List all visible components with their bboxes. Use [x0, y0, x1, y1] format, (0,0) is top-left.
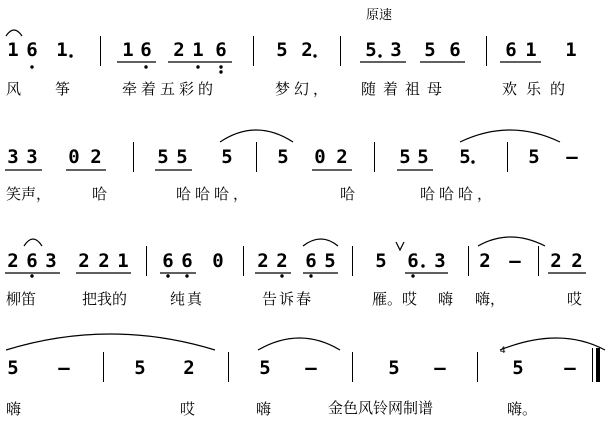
lyric: 纯真: [170, 290, 205, 308]
note: 2: [90, 146, 102, 168]
note: 5: [276, 39, 288, 61]
lyric: 笑声，: [6, 185, 52, 203]
lyric: 把我的: [82, 290, 128, 308]
lyric: 风: [6, 80, 22, 98]
note: 0: [68, 146, 80, 168]
note: 3: [7, 146, 19, 168]
note: 5: [134, 357, 146, 379]
note: 2: [301, 39, 313, 61]
note: 0: [314, 146, 326, 168]
note: –: [564, 357, 576, 379]
lyric: 欢乐的: [502, 80, 575, 98]
note: 2: [276, 250, 288, 272]
note: 2: [78, 250, 90, 272]
lyric: 告诉春: [262, 290, 314, 308]
lyric: 柳笛: [6, 290, 37, 308]
note: 0: [212, 250, 224, 272]
lyric: 嗨，: [475, 290, 506, 308]
note: –: [58, 357, 70, 379]
note: 2: [183, 357, 195, 379]
note: –: [566, 146, 578, 168]
lyric: 嗨: [256, 400, 272, 418]
note: 5: [259, 357, 271, 379]
note: 3: [26, 146, 38, 168]
note: 1: [565, 39, 577, 61]
note: 5: [512, 357, 524, 379]
note: 6: [407, 250, 419, 272]
lyric: 梦幻，: [275, 80, 333, 98]
lyric: 哈: [340, 185, 356, 203]
note: 1: [56, 39, 68, 61]
note: 5: [7, 357, 19, 379]
credit-text: 金色风铃网制谱: [328, 399, 434, 417]
note: 1: [7, 39, 19, 61]
note: 6: [181, 250, 193, 272]
note: 1: [192, 39, 204, 61]
note: 5: [365, 39, 377, 61]
note: 6: [26, 250, 38, 272]
time-signature-number: 4: [500, 346, 506, 356]
note: 5: [176, 146, 188, 168]
note: 6: [26, 39, 38, 61]
note: 5: [459, 146, 471, 168]
note: 3: [390, 39, 402, 61]
note: 2: [257, 250, 269, 272]
note: 1: [525, 39, 537, 61]
note: 5: [528, 146, 540, 168]
note: 6: [449, 39, 461, 61]
note: –: [305, 357, 317, 379]
note: 2: [479, 250, 491, 272]
note: 2: [571, 250, 583, 272]
lyric: 哎: [180, 400, 196, 418]
lyric: 嗨: [6, 400, 22, 418]
lyric: 筝: [55, 80, 71, 98]
note: 5: [221, 146, 233, 168]
lyric: 牵着五彩的: [122, 80, 218, 98]
note: 1: [122, 39, 134, 61]
note: 5: [417, 146, 429, 168]
note: 5: [324, 250, 336, 272]
note: 6: [162, 250, 174, 272]
lyric: 哎: [567, 290, 583, 308]
lyric: 嗨。: [507, 400, 538, 418]
lyric: 随着祖母: [361, 80, 450, 98]
note: 5: [157, 146, 169, 168]
lyric: 雁。哎: [372, 290, 418, 308]
note: 5: [399, 146, 411, 168]
note: 2: [7, 250, 19, 272]
note: 2: [336, 146, 348, 168]
lyric: 哈哈哈，: [420, 185, 497, 203]
note: 5: [277, 146, 289, 168]
note: 5: [375, 250, 387, 272]
tempo-mark: 原速: [366, 8, 393, 23]
note: 5: [388, 357, 400, 379]
lyric: 哈哈哈，: [176, 185, 253, 203]
note: 6: [305, 250, 317, 272]
note: 6: [505, 39, 517, 61]
lyric: 哈: [92, 185, 108, 203]
note: 6: [215, 39, 227, 61]
lyric: 嗨: [438, 290, 454, 308]
note: –: [434, 357, 446, 379]
note: 6: [140, 39, 152, 61]
note: 3: [45, 250, 57, 272]
note: 2: [98, 250, 110, 272]
note: 2: [173, 39, 185, 61]
note: 5: [424, 39, 436, 61]
note: 1: [117, 250, 129, 272]
note: 2: [550, 250, 562, 272]
note: –: [509, 250, 521, 272]
note: 3: [434, 250, 446, 272]
